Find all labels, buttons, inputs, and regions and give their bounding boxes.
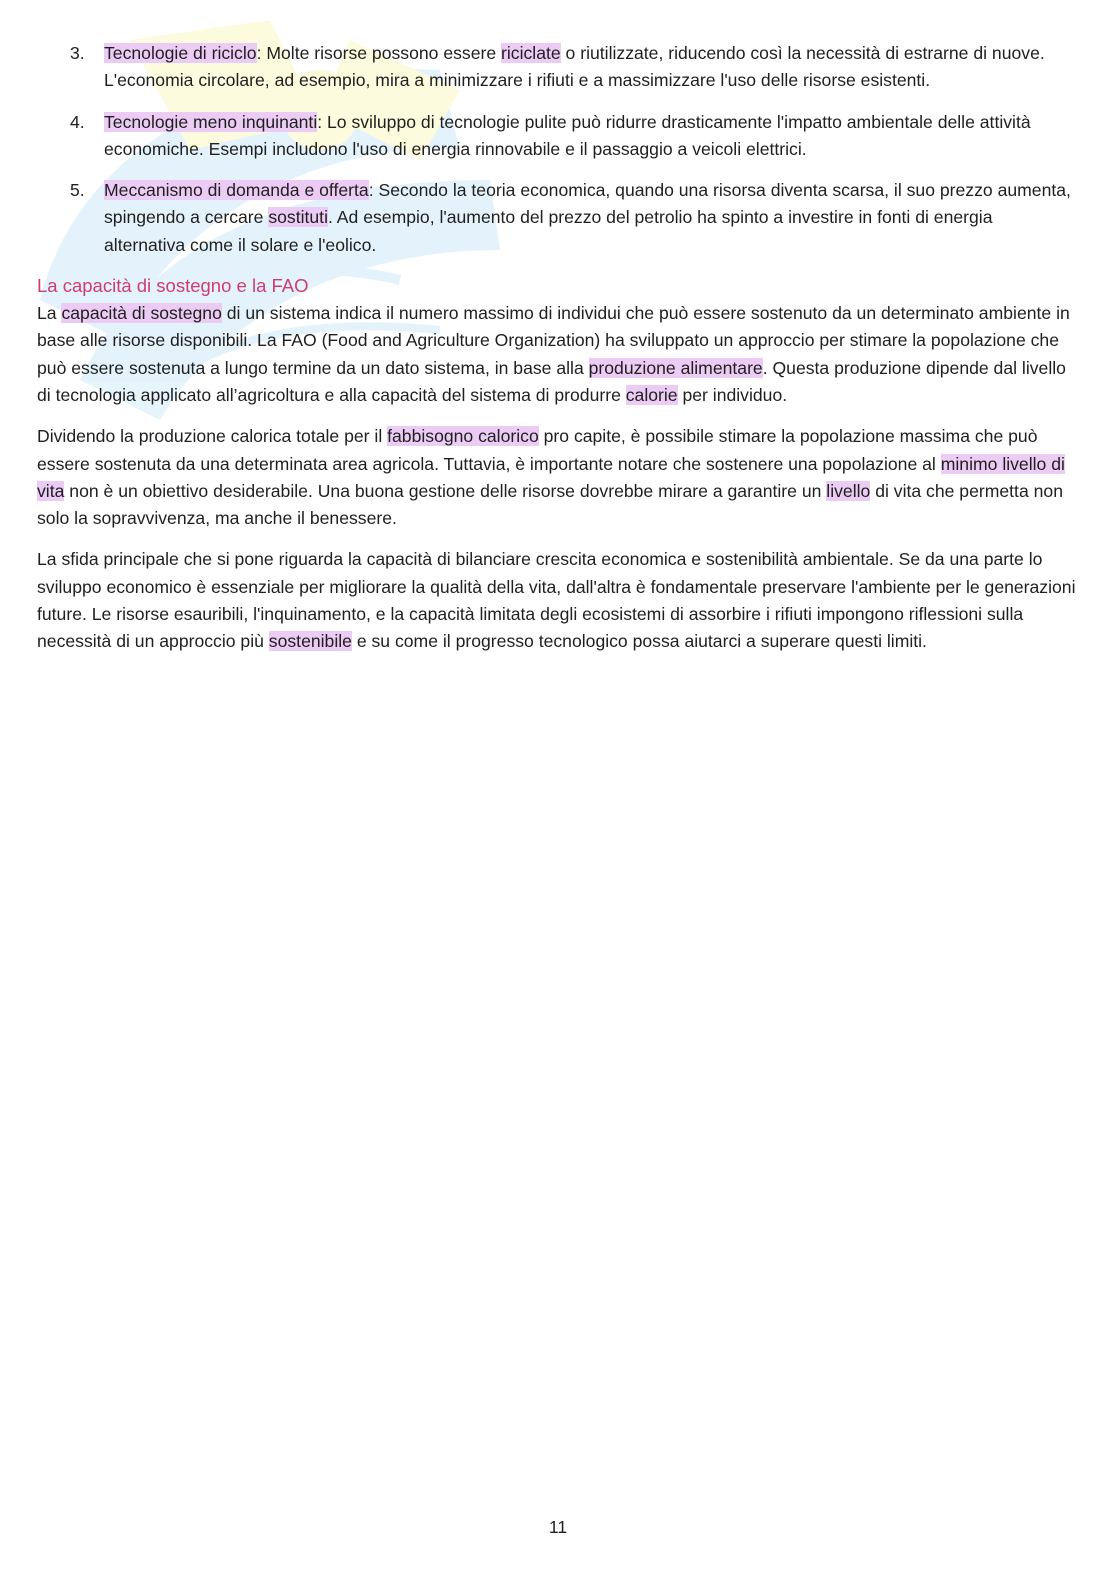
list-number: 4.: [70, 111, 85, 132]
paragraph-text: per individuo.: [677, 384, 788, 405]
highlighted-term: minimo livello di vita: [37, 453, 1065, 501]
page-number: 11: [548, 1517, 568, 1537]
paragraph-text: di un sistema indica il numero massimo di individui che può essere sostenuto da un determinato ambiente in base alle risorse disponibili. La FAO (Food and Agriculture Organization) ha sviluppato un approccio per stimare la popolazione che può essere sostenuta a lungo termine da un dato sistema, in base alla: [37, 303, 1070, 378]
list-text: o riutilizzate, riducendo così la necessità di estrarne di nuove. L'economia circolare, ad esempio, mira a minimizzare i rifiuti e a massimizzare l'uso delle risorse esistenti.: [104, 43, 1045, 91]
highlighted-term: Meccanismo di domanda e offerta: [104, 180, 369, 201]
document-body: [37, 40, 1077, 670]
section-heading: La capacità di sostegno e la FAO: [37, 275, 309, 297]
list-text: : Molte risorse possono essere: [256, 43, 502, 63]
paragraph-text: La sfida principale che si pone riguarda la capacità di bilanciare crescita economica e sostenibilità ambientale. Se da una parte lo sviluppo economico è essenziale per migliorare la qualità della vita, dall'altra è fondamentale preservare l'ambiente per le generazioni future. Le risorse esauribili, l'inquinamento, e la capacità limitata degli ecosistemi di assorbire i rifiuti impongono riflessioni sulla necessità di un approccio più: [37, 549, 1076, 652]
list-text: . Ad esempio, l'aumento del prezzo del petrolio ha spinto a investire in fonti di energia alternativa come il solare e l'eolico.: [104, 207, 993, 255]
highlighted-term: riciclate: [501, 43, 561, 63]
paragraph: [37, 300, 1077, 409]
list-text: : Lo sviluppo di tecnologie pulite può ridurre drasticamente l'impatto ambientale delle attività economiche. Esempi includono l'uso di energia rinnovabile e il passaggio a veicoli elettrici.: [104, 111, 1031, 159]
highlighted-term: Tecnologie meno inquinanti: [104, 111, 318, 132]
list-item: [37, 109, 1077, 164]
highlighted-term: fabbisogno calorico: [387, 426, 539, 447]
highlighted-term: produzione alimentare: [588, 357, 763, 378]
paragraph: [37, 546, 1077, 655]
highlighted-term: livello: [826, 480, 871, 501]
paragraph-text: La: [37, 303, 62, 324]
list-item: [37, 40, 1077, 95]
paragraph: [37, 423, 1077, 532]
paragraph-text: . Questa produzione dipende dal livello di tecnologia applicato all’agricoltura e alla capacità del sistema di produrre: [37, 357, 1066, 405]
list-number: 3.: [70, 43, 85, 63]
numbered-list: [37, 40, 1077, 259]
paragraph-text: di vita che permetta non solo la sopravvivenza, ma anche il benessere.: [37, 480, 1063, 529]
paragraph-text: Dividendo la produzione calorica totale per il: [37, 426, 388, 447]
list-text: : Secondo la teoria economica, quando una risorsa diventa scarsa, il suo prezzo aumenta, spingendo a cercare: [104, 180, 1071, 228]
highlighted-term: Tecnologie di riciclo: [104, 43, 257, 63]
list-number: 5.: [70, 180, 85, 201]
paragraph-text: non è un obiettivo desiderabile. Una buona gestione delle risorse dovrebbe mirare a garantire un: [64, 480, 827, 501]
paragraph-text: pro capite, è possibile stimare la popolazione massima che può essere sostenuta da una determinata area agricola. Tuttavia, è importante notare che sostenere una popolazione al: [37, 426, 1038, 474]
paragraph-text: e su come il progresso tecnologico possa aiutarci a superare questi limiti.: [351, 631, 927, 652]
highlighted-term: capacità di sostegno: [61, 303, 222, 324]
highlighted-term: sostenibile: [268, 631, 352, 652]
highlighted-term: sostituti: [268, 207, 328, 228]
highlighted-term: calorie: [625, 384, 678, 405]
list-item: [37, 177, 1077, 259]
